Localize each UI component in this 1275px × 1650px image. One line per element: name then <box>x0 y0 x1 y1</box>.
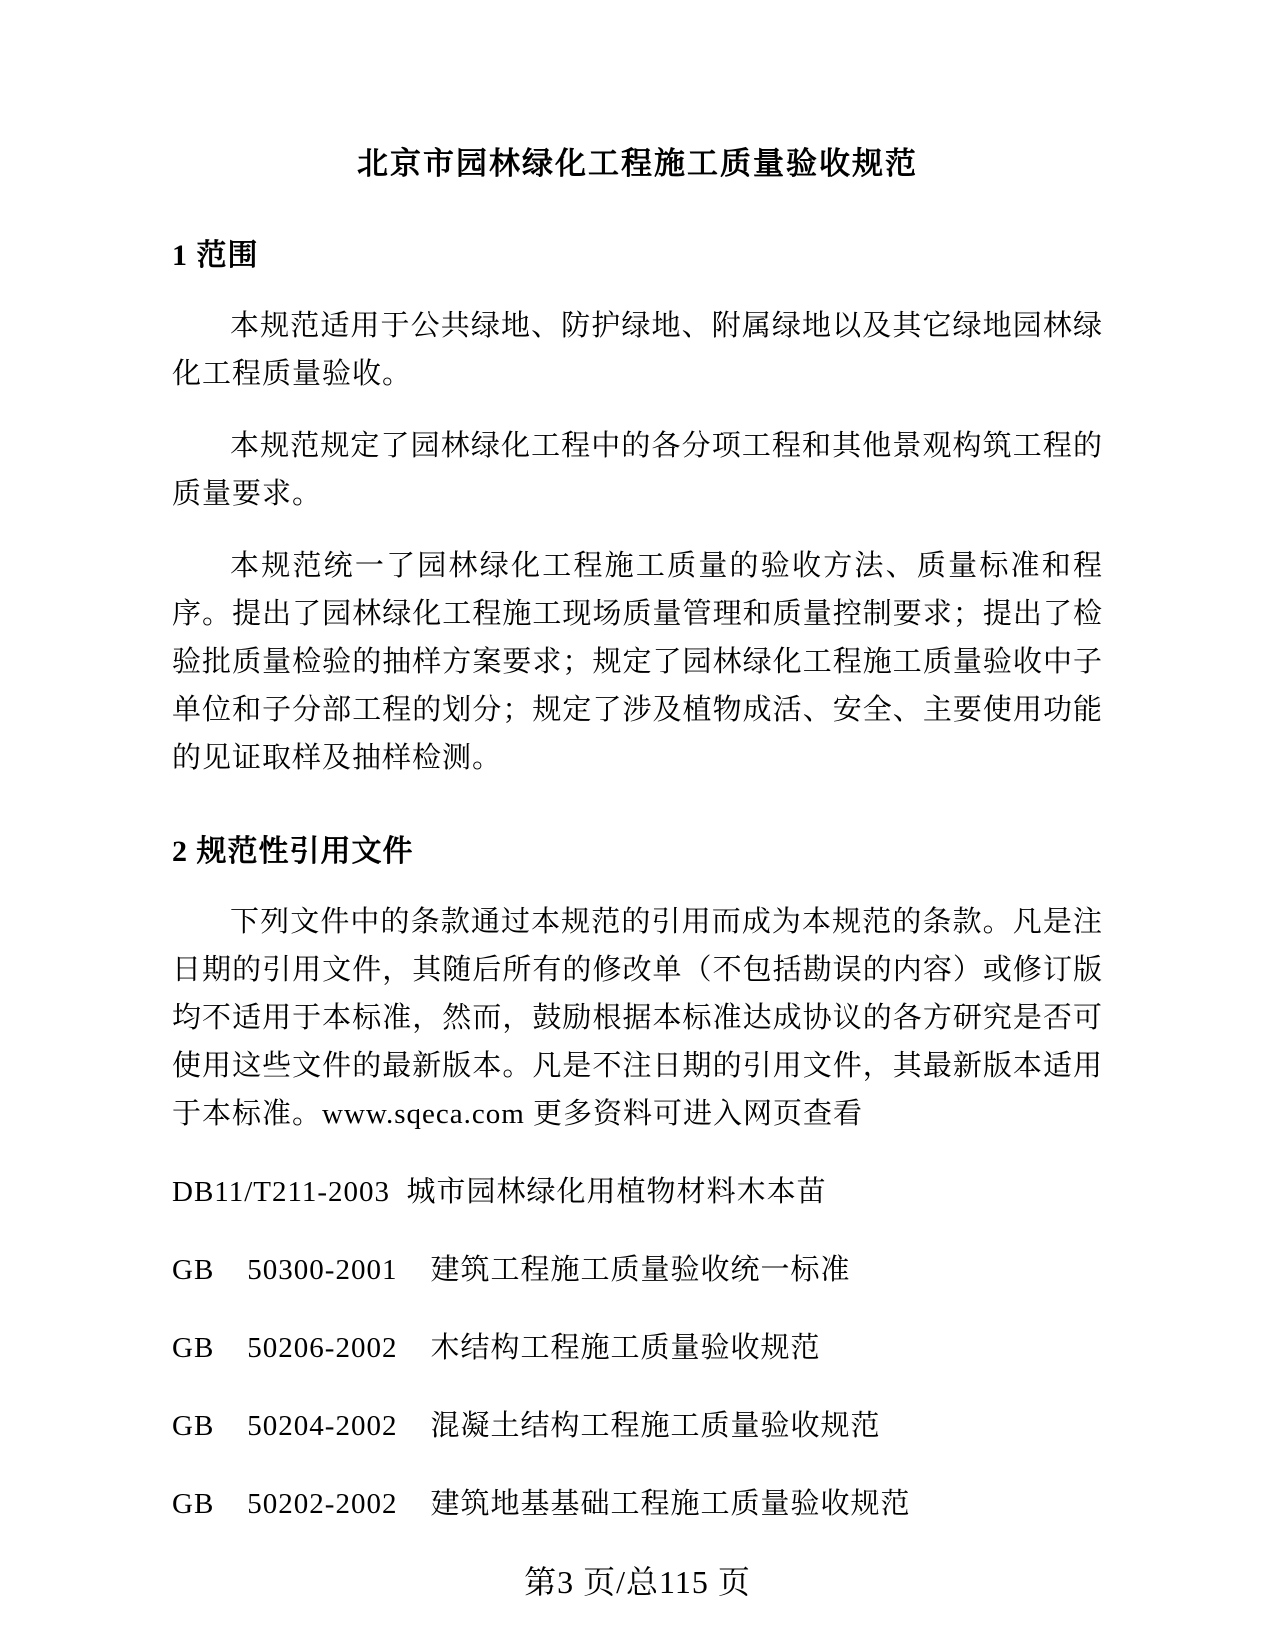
reference-gb-50202-2002: GB 50202-2002 建筑地基基础工程施工质量验收规范 <box>172 1488 911 1520</box>
section-2-heading: 2 规范性引用文件 <box>172 835 414 868</box>
section-1-paragraph-3: 本规范统一了园林绿化工程施工质量的验收方法、质量标准和程序。提出了园林绿化工程施工现场质量管理和质量控制要求；提出了检验批质量检验的抽样方案要求；规定了园林绿化工程施工质量验收中子单位和子分部工程的划分；规定了涉及植物成活、安全、主要使用功能的见证取样及抽样检测。 <box>172 550 1103 774</box>
section-1-heading: 1 范围 <box>172 239 259 272</box>
reference-gb-50206-2002: GB 50206-2002 木结构工程施工质量验收规范 <box>172 1332 821 1364</box>
section-1-paragraph-1: 本规范适用于公共绿地、防护绿地、附属绿地以及其它绿地园林绿化工程质量验收。 <box>172 310 1103 390</box>
reference-gb-50300-2001: GB 50300-2001 建筑工程施工质量验收统一标准 <box>172 1254 851 1286</box>
section-1-paragraph-2: 本规范规定了园林绿化工程中的各分项工程和其他景观构筑工程的质量要求。 <box>172 430 1103 510</box>
page-footer: 第3 页/总115 页 <box>524 1564 751 1600</box>
reference-db11-t211-2003: DB11/T211-2003 城市园林绿化用植物材料木本苗 <box>172 1176 827 1208</box>
document-title: 北京市园林绿化工程施工质量验收规范 <box>357 146 918 181</box>
section-2-paragraph-1: 下列文件中的条款通过本规范的引用而成为本规范的条款。凡是注日期的引用文件，其随后所有的修改单（不包括勘误的内容）或修订版均不适用于本标准，然而，鼓励根据本标准达成协议的各方研究是否可使用这些文件的最新版本。凡是不注日期的引用文件，其最新版本适用于本标准。www.sqeca.com 更多资料可进入网页查看 <box>172 906 1103 1130</box>
reference-gb-50204-2002: GB 50204-2002 混凝土结构工程施工质量验收规范 <box>172 1410 881 1442</box>
